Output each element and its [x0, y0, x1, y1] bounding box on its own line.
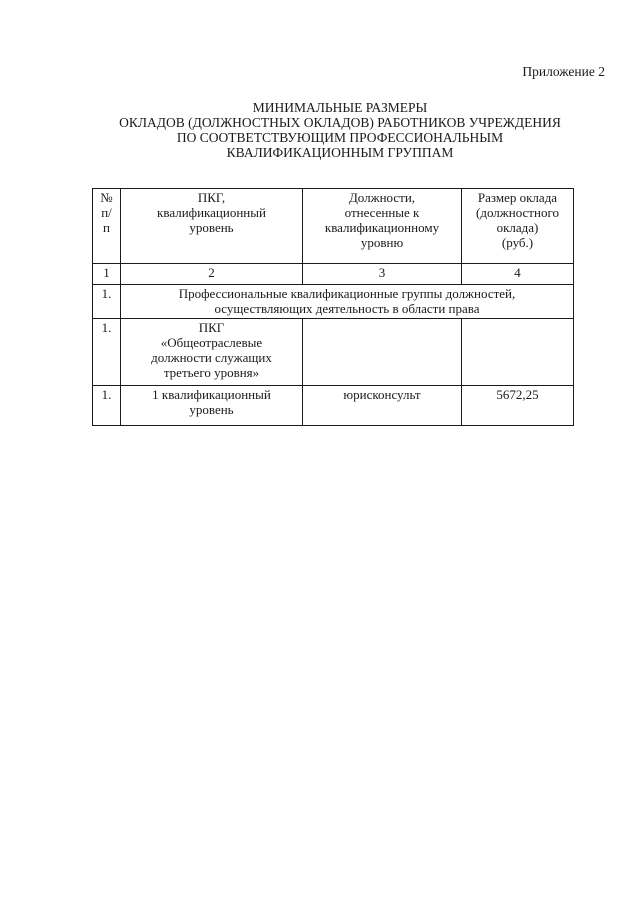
- appendix-label: Приложение 2: [522, 64, 605, 79]
- title-line-4: КВАЛИФИКАЦИОННЫМ ГРУППАМ: [226, 145, 454, 160]
- column-number-4: 4: [462, 264, 574, 285]
- group-row-num: 1.: [93, 285, 121, 319]
- title-line-1: МИНИМАЛЬНЫЕ РАЗМЕРЫ: [252, 100, 428, 115]
- pkg-row-num: 1.: [93, 319, 121, 386]
- table-row: [93, 386, 574, 426]
- level-row-salary: 5672,25: [462, 386, 574, 426]
- column-number-3: 3: [303, 264, 462, 285]
- table-row: [93, 285, 574, 319]
- table-header-row: [93, 189, 574, 264]
- pkg-row-name: ПКГ «Общеотраслевые должности служащих третьего уровня»: [121, 319, 303, 386]
- pkg-row-positions: [303, 319, 462, 386]
- header-positions: Должности, отнесенные к квалификационному уровню: [303, 189, 462, 264]
- header-num: № п/ п: [93, 189, 121, 264]
- column-number-1: 1: [93, 264, 121, 285]
- header-pkg: ПКГ, квалификационный уровень: [121, 189, 303, 264]
- table-row: [93, 319, 574, 386]
- title-line-2: ОКЛАДОВ (ДОЛЖНОСТНЫХ ОКЛАДОВ) РАБОТНИКОВ УЧРЕЖДЕНИЯ: [119, 115, 561, 130]
- document-title: [80, 100, 600, 160]
- level-row-position: юрисконсульт: [303, 386, 462, 426]
- column-number-row: [93, 264, 574, 285]
- column-number-2: 2: [121, 264, 303, 285]
- level-row-level: 1 квалификационный уровень: [121, 386, 303, 426]
- title-line-3: ПО СООТВЕТСТВУЮЩИМ ПРОФЕССИОНАЛЬНЫМ: [176, 130, 504, 145]
- level-row-num: 1.: [93, 386, 121, 426]
- group-row-text: Профессиональные квалификационные группы должностей, осуществляющих деятельность в области права: [121, 285, 574, 319]
- header-salary: Размер оклада (должностного оклада) (руб.): [462, 189, 574, 264]
- salary-table: [92, 188, 574, 426]
- pkg-row-salary: [462, 319, 574, 386]
